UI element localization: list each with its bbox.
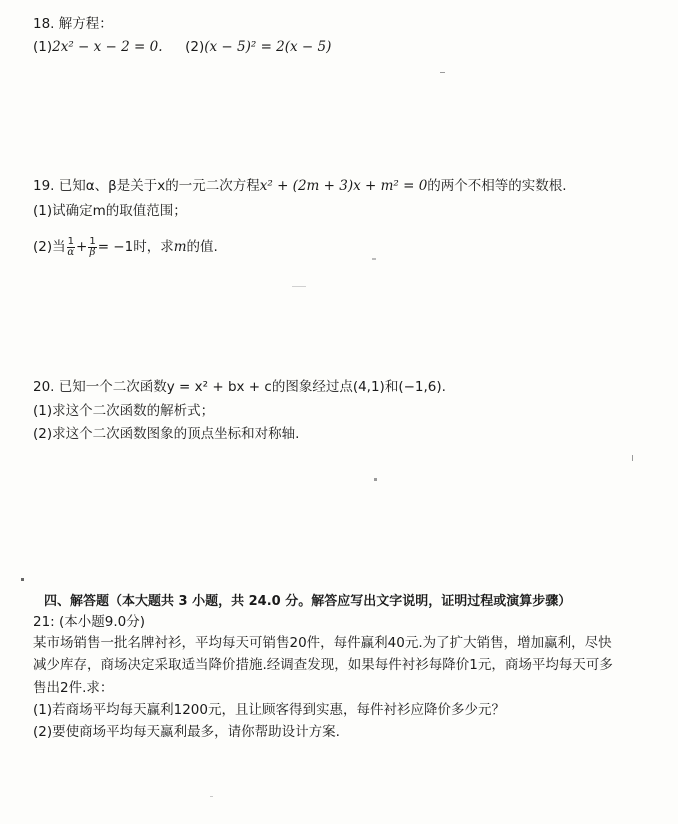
q19-stem-suffix: 的两个不相等的实数根. [427, 178, 567, 194]
q19-frac2-denominator: β [89, 246, 96, 258]
scan-speck [21, 578, 24, 581]
q21-part2: (2)要使商场平均每天赢利最多，请你帮助设计方案. [33, 724, 340, 740]
q19-part2-mid: = −1时，求 [97, 239, 174, 255]
scan-speck [372, 258, 376, 260]
q19-frac2-numerator: 1 [89, 235, 96, 247]
q19-fraction-alpha [67, 237, 75, 258]
q21-body-line2: 减少库存，商场决定采取适当降价措施.经调查发现，如果每件衬衫每降价1元，商场平均每天可多 [33, 657, 613, 673]
q19-stem-prefix: 19. 已知α、β是关于x的一元二次方程 [33, 178, 260, 194]
q19-part1: (1)试确定m的取值范围； [33, 203, 187, 219]
scan-speck [374, 478, 377, 481]
q18-parts [33, 38, 331, 56]
q19-part2-variable: m [173, 239, 187, 255]
q18-part2-label: (2) [185, 39, 205, 55]
q19-part2-suffix: 的值. [186, 239, 218, 255]
q20-part1: (1)求这个二次函数的解析式； [33, 403, 215, 419]
q19-part2-prefix: (2)当 [33, 239, 66, 255]
q18-part1-equation: 2x² − x − 2 = 0. [52, 39, 163, 55]
q19-stem-equation: x² + (2m + 3)x + m² = 0 [259, 178, 428, 194]
q19-plus: + [76, 239, 88, 255]
scan-speck [292, 286, 306, 287]
q21-part1: (1)若商场平均每天赢利1200元，且让顾客得到实惠，每件衬衫应降价多少元？ [33, 702, 505, 718]
q21-body-line1: 某市场销售一批名牌衬衫，平均每天可销售20件，每件赢利40元.为了扩大销售，增加赢利，尽快 [33, 635, 612, 651]
q19-frac1-numerator: 1 [67, 235, 74, 247]
scan-speck [440, 72, 445, 73]
q18-part1-label: (1) [33, 39, 53, 55]
q19-fraction-beta [88, 237, 96, 258]
q18-part2-equation: (x − 5)² = 2(x − 5) [204, 39, 332, 55]
section4-header: 四、解答题（本大题共 3 小题，共 24.0 分。解答应写出文字说明，证明过程或演算步骤） [44, 594, 572, 609]
q19-part2 [33, 234, 218, 260]
scan-speck [632, 455, 633, 461]
scan-speck [210, 796, 213, 797]
q19-frac1-denominator: α [67, 246, 75, 258]
q18-title: 18. 解方程： [33, 16, 113, 32]
q21-body-line3: 售出2件.求： [33, 680, 114, 696]
q21-number: 21: (本小题9.0分) [33, 614, 146, 630]
q20-stem: 20. 已知一个二次函数y = x² + bx + c的图象经过点(4,1)和(−1,6). [33, 379, 446, 395]
q20-part2: (2)求这个二次函数图象的顶点坐标和对称轴. [33, 426, 300, 442]
q19-stem [33, 177, 567, 195]
